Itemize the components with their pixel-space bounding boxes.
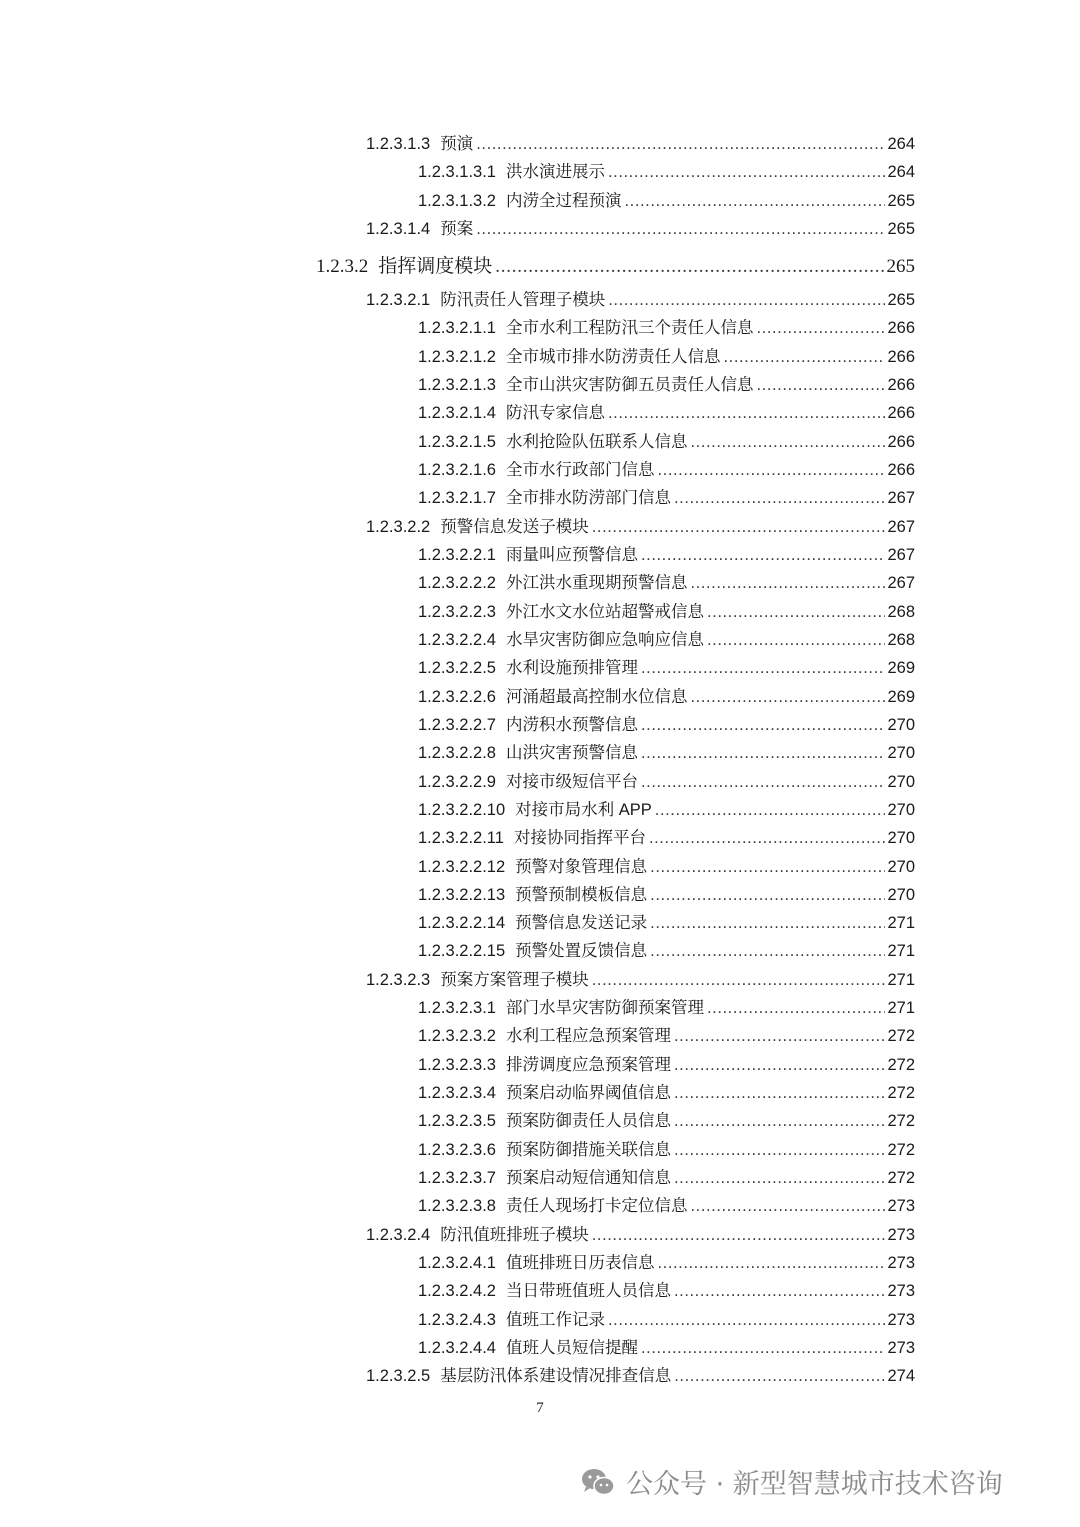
toc-entry-number: 1.2.3.2.2.10 [418, 801, 506, 819]
toc-entry[interactable] [418, 683, 915, 707]
toc-entry-page: 271 [887, 914, 915, 932]
toc-leader-dots [641, 716, 885, 735]
toc-entry-title: 值班工作记录 [505, 1311, 605, 1329]
toc-entry-title: 内涝全过程预演 [505, 192, 622, 210]
toc-entry-number: 1.2.3.2.3.5 [418, 1112, 496, 1130]
toc-entry-number: 1.2.3.2.3.3 [418, 1056, 496, 1074]
toc-leader-dots [674, 1084, 885, 1103]
toc-leader-dots [690, 688, 885, 707]
toc-entry-title: 防汛责任人管理子模块 [440, 291, 606, 309]
toc-leader-dots [650, 886, 885, 905]
toc-entry-page: 267 [887, 489, 915, 507]
toc-entry[interactable] [418, 881, 915, 905]
toc-entry-number: 1.2.3.2.2.1 [418, 546, 496, 564]
toc-leader-dots [650, 942, 885, 961]
toc-entry[interactable] [418, 314, 915, 338]
toc-leader-dots [690, 574, 885, 593]
toc-entry-title: 水利抢险队伍联系人信息 [505, 433, 688, 451]
toc-entry-number: 1.2.3.2.3.2 [418, 1027, 496, 1045]
toc-entry[interactable] [418, 796, 915, 820]
toc-entry-title: 雨量叫应预警信息 [505, 546, 638, 564]
toc-entry-number: 1.2.3.2.1.7 [418, 489, 496, 507]
toc-entry-title: 水旱灾害防御应急响应信息 [505, 631, 704, 649]
toc-entry-page: 271 [887, 942, 915, 960]
toc-leader-dots [476, 220, 885, 239]
toc-entry[interactable] [418, 343, 915, 367]
toc-leader-dots [707, 631, 885, 650]
toc-leader-dots [641, 1339, 885, 1358]
toc-entry-number: 1.2.3.2.2.11 [418, 829, 504, 847]
toc-entry-title: 值班排班日历表信息 [505, 1254, 655, 1272]
toc-entry[interactable] [418, 456, 915, 480]
toc-entry-page: 271 [887, 971, 915, 989]
toc-entry-page: 273 [887, 1226, 915, 1244]
toc-entry-number: 1.2.3.2 [316, 256, 369, 277]
toc-leader-dots [657, 461, 885, 480]
toc-entry[interactable] [418, 1249, 915, 1273]
toc-leader-dots [608, 163, 885, 182]
toc-entry-number: 1.2.3.2.3 [366, 971, 431, 989]
toc-entry[interactable] [366, 215, 915, 239]
toc-entry-number: 1.2.3.2.3.4 [418, 1084, 496, 1102]
page-number: 7 [536, 1400, 544, 1416]
toc-leader-dots [657, 1254, 885, 1273]
toc-entry-number: 1.2.3.2.2.3 [418, 603, 496, 621]
toc-entry-number: 1.2.3.2.2.4 [418, 631, 496, 649]
toc-entry-page: 272 [887, 1084, 915, 1102]
toc-leader-dots [655, 801, 886, 820]
toc-entry[interactable] [418, 768, 915, 792]
wechat-icon [580, 1467, 616, 1497]
toc-entry-page: 272 [887, 1112, 915, 1130]
toc-entry-page: 267 [887, 518, 915, 536]
toc-entry-number: 1.2.3.2.2.5 [418, 659, 496, 677]
toc-entry-number: 1.2.3.2.2 [366, 518, 431, 536]
toc-entry-page: 273 [887, 1282, 915, 1300]
toc-leader-dots [495, 256, 884, 278]
toc-entry-title: 值班人员短信提醒 [505, 1339, 638, 1357]
toc-entry-number: 1.2.3.2.2.8 [418, 744, 496, 762]
toc-entry-number: 1.2.3.2.1.4 [418, 404, 496, 422]
toc-entry-page: 272 [887, 1027, 915, 1045]
toc-leader-dots [641, 659, 885, 678]
toc-leader-dots [650, 914, 885, 933]
toc-entry[interactable] [418, 711, 915, 735]
toc-entry-title: 河涌超最高控制水位信息 [505, 688, 688, 706]
toc-leader-dots [723, 348, 885, 367]
toc-entry-title: 预警处置反馈信息 [515, 942, 648, 960]
toc-entry[interactable] [418, 484, 915, 508]
toc-entry-title: 外江水文水位站超警戒信息 [505, 603, 704, 621]
toc-entry[interactable] [418, 853, 915, 877]
toc-leader-dots [707, 999, 885, 1018]
watermark [580, 1462, 1003, 1501]
toc-leader-dots [674, 1169, 885, 1188]
toc-entry-page: 265 [887, 192, 915, 210]
toc-entry-page: 272 [887, 1169, 915, 1187]
toc-leader-dots [674, 1367, 885, 1386]
toc-entry-title: 全市排水防涝部门信息 [505, 489, 671, 507]
toc-leader-dots [707, 603, 885, 622]
toc-entry-number: 1.2.3.2.1.3 [418, 376, 496, 394]
toc-entry[interactable] [418, 654, 915, 678]
toc-leader-dots [690, 433, 885, 452]
toc-entry-title: 当日带班值班人员信息 [505, 1282, 671, 1300]
toc-entry-number: 1.2.3.2.2.14 [418, 914, 506, 932]
toc-entry-number: 1.2.3.2.4.1 [418, 1254, 496, 1272]
toc-entry[interactable] [418, 399, 915, 423]
toc-entry-page: 269 [887, 688, 915, 706]
toc-entry-title: 山洪灾害预警信息 [505, 744, 638, 762]
toc-entry-page: 270 [887, 716, 915, 734]
toc-entry-page: 268 [887, 603, 915, 621]
toc-entry[interactable] [418, 1107, 915, 1131]
toc-leader-dots [690, 1197, 885, 1216]
toc-entry[interactable] [366, 1362, 915, 1386]
toc-entry-number: 1.2.3.2.2.9 [418, 773, 496, 791]
toc-entry-title: 内涝积水预警信息 [505, 716, 638, 734]
toc-entry-title: 排涝调度应急预案管理 [505, 1056, 671, 1074]
toc-leader-dots [592, 971, 886, 990]
toc-entry[interactable] [366, 1221, 915, 1245]
toc-leader-dots [641, 744, 885, 763]
toc-entry-title: 水利工程应急预案管理 [505, 1027, 671, 1045]
toc-entry-page: 266 [887, 376, 915, 394]
toc-entry[interactable] [418, 739, 915, 763]
toc-entry-page: 266 [887, 433, 915, 451]
toc-entry[interactable] [418, 371, 915, 395]
toc-entry-number: 1.2.3.2.3.8 [418, 1197, 496, 1215]
toc-entry-page: 270 [887, 829, 915, 847]
toc-entry[interactable] [418, 428, 915, 452]
toc-leader-dots [608, 1311, 885, 1330]
toc-entry-page: 274 [887, 1367, 915, 1385]
toc-entry-title: 预警预制模板信息 [515, 886, 648, 904]
toc-entry-title: 防汛值班排班子模块 [440, 1226, 589, 1244]
toc-entry-number: 1.2.3.2.2.2 [418, 574, 496, 592]
toc-entry-title: 预警信息发送记录 [515, 914, 648, 932]
toc-leader-dots [756, 376, 885, 395]
toc-entry-number: 1.2.3.2.1.6 [418, 461, 496, 479]
toc-leader-dots [674, 1112, 885, 1131]
toc-entry-title: 防汛专家信息 [505, 404, 605, 422]
toc-entry-title: 预演 [440, 135, 474, 153]
toc-entry-page: 270 [887, 773, 915, 791]
toc-entry-page: 266 [887, 348, 915, 366]
toc-entry-title: 对接市局水利 APP [515, 801, 652, 819]
toc-entry-title: 基层防汛体系建设情况排查信息 [440, 1367, 672, 1385]
toc-entry-number: 1.2.3.2.2.7 [418, 716, 496, 734]
toc-leader-dots [592, 1226, 886, 1245]
toc-entry[interactable] [316, 251, 915, 278]
toc-entry-page: 273 [887, 1311, 915, 1329]
toc-entry-page: 265 [887, 220, 915, 238]
toc-entry-number: 1.2.3.2.3.7 [418, 1169, 496, 1187]
toc-entry[interactable] [418, 1277, 915, 1301]
toc-leader-dots [674, 1056, 885, 1075]
toc-entry-title: 预警信息发送子模块 [440, 518, 589, 536]
toc-leader-dots [649, 829, 886, 848]
toc-entry[interactable] [418, 909, 915, 933]
toc-entry[interactable] [418, 158, 915, 182]
watermark-text: 公众号 · 新型智慧城市技术咨询 [626, 1469, 1003, 1500]
toc-entry-page: 265 [886, 256, 915, 277]
toc-entry-number: 1.2.3.2.1.5 [418, 433, 496, 451]
toc-leader-dots [592, 518, 886, 537]
toc-entry-title: 全市水行政部门信息 [505, 461, 655, 479]
toc-entry-page: 272 [887, 1141, 915, 1159]
toc-entry[interactable] [366, 286, 915, 310]
toc-entry-page: 266 [887, 404, 915, 422]
toc-entry-number: 1.2.3.2.1.2 [418, 348, 496, 366]
toc-entry-page: 270 [887, 744, 915, 762]
toc-entry-page: 266 [887, 461, 915, 479]
toc-entry[interactable] [418, 1022, 915, 1046]
toc-entry-title: 部门水旱灾害防御预案管理 [505, 999, 704, 1017]
toc-entry[interactable] [366, 513, 915, 537]
toc-entry-title: 预案启动短信通知信息 [505, 1169, 671, 1187]
toc-entry[interactable] [418, 187, 915, 211]
toc-entry[interactable] [366, 966, 915, 990]
toc-entry-number: 1.2.3.2.3.6 [418, 1141, 496, 1159]
toc-entry-title: 指挥调度模块 [378, 256, 493, 277]
toc-entry-page: 269 [887, 659, 915, 677]
toc-entry-page: 270 [887, 801, 915, 819]
toc-leader-dots [756, 319, 885, 338]
toc-entry-title: 预案 [440, 220, 474, 238]
toc-entry-number: 1.2.3.2.2.13 [418, 886, 506, 904]
toc-leader-dots [608, 404, 885, 423]
toc-entry-page: 272 [887, 1056, 915, 1074]
toc-leader-dots [674, 1282, 885, 1301]
toc-entry-page: 266 [887, 319, 915, 337]
toc-entry-page: 273 [887, 1339, 915, 1357]
toc-entry[interactable] [418, 1164, 915, 1188]
toc-entry[interactable] [418, 626, 915, 650]
toc-entry-page: 273 [887, 1197, 915, 1215]
toc-entry-title: 洪水演进展示 [505, 163, 605, 181]
toc-entry-page: 273 [887, 1254, 915, 1272]
toc-entry-page: 268 [887, 631, 915, 649]
toc-entry-number: 1.2.3.2.1 [366, 291, 431, 309]
toc-entry-title: 水利设施预排管理 [505, 659, 638, 677]
toc-entry-page: 264 [887, 135, 915, 153]
toc-leader-dots [674, 489, 885, 508]
toc-entry-title: 预案方案管理子模块 [440, 971, 589, 989]
toc-entry-number: 1.2.3.2.4.3 [418, 1311, 496, 1329]
toc-entry-number: 1.2.3.1.3 [366, 135, 431, 153]
toc-entry-title: 预警对象管理信息 [515, 858, 648, 876]
toc-entry[interactable] [418, 1079, 915, 1103]
toc-entry[interactable] [418, 569, 915, 593]
toc-entry-number: 1.2.3.2.2.6 [418, 688, 496, 706]
toc-entry[interactable] [366, 130, 915, 154]
toc-leader-dots [641, 773, 885, 792]
toc-entry-number: 1.2.3.2.4 [366, 1226, 431, 1244]
toc-entry-number: 1.2.3.2.3.1 [418, 999, 496, 1017]
toc-leader-dots [608, 291, 885, 310]
toc-entry-title: 预案防御责任人员信息 [505, 1112, 671, 1130]
toc-leader-dots [476, 135, 885, 154]
toc-entry[interactable] [418, 598, 915, 622]
toc-entry-title: 全市水利工程防汛三个责任人信息 [505, 319, 754, 337]
toc-leader-dots [641, 546, 885, 565]
toc-entry-number: 1.2.3.1.3.1 [418, 163, 496, 181]
toc-leader-dots [650, 858, 885, 877]
toc-entry[interactable] [418, 541, 915, 565]
toc-entry-number: 1.2.3.1.4 [366, 220, 431, 238]
toc-entry-title: 预案防御措施关联信息 [505, 1141, 671, 1159]
toc-entry[interactable] [418, 994, 915, 1018]
toc-entry-title: 对接市级短信平台 [505, 773, 638, 791]
toc-entry-number: 1.2.3.2.4.4 [418, 1339, 496, 1357]
toc-entry-page: 267 [887, 546, 915, 564]
toc-entry[interactable] [418, 1051, 915, 1075]
toc-leader-dots [674, 1027, 885, 1046]
toc-entry-title: 预案启动临界阈值信息 [505, 1084, 671, 1102]
toc-entry-title: 责任人现场打卡定位信息 [505, 1197, 688, 1215]
toc-entry-number: 1.2.3.2.2.12 [418, 858, 506, 876]
toc-entry[interactable] [418, 1192, 915, 1216]
toc-entry[interactable] [418, 824, 915, 848]
toc-entry-page: 270 [887, 858, 915, 876]
toc-entry-title: 外江洪水重现期预警信息 [505, 574, 688, 592]
toc-entry[interactable] [418, 937, 915, 961]
toc-leader-dots [674, 1141, 885, 1160]
toc-entry-title: 全市山洪灾害防御五员责任人信息 [505, 376, 754, 394]
toc-entry-number: 1.2.3.2.1.1 [418, 319, 496, 337]
toc-entry[interactable] [418, 1136, 915, 1160]
toc-entry-title: 对接协同指挥平台 [513, 829, 646, 847]
toc-entry-page: 271 [887, 999, 915, 1017]
toc-entry-number: 1.2.3.2.5 [366, 1367, 431, 1385]
toc-entry-page: 270 [887, 886, 915, 904]
toc-entry[interactable] [418, 1306, 915, 1330]
toc-entry-page: 264 [887, 163, 915, 181]
toc-entry-number: 1.2.3.2.2.15 [418, 942, 506, 960]
toc-entry-page: 265 [887, 291, 915, 309]
toc-entry-page: 267 [887, 574, 915, 592]
toc-leader-dots [624, 192, 885, 211]
toc-entry-title: 全市城市排水防涝责任人信息 [505, 348, 721, 366]
toc-entry-number: 1.2.3.1.3.2 [418, 192, 496, 210]
toc-entry[interactable] [418, 1334, 915, 1358]
toc-entry-number: 1.2.3.2.4.2 [418, 1282, 496, 1300]
